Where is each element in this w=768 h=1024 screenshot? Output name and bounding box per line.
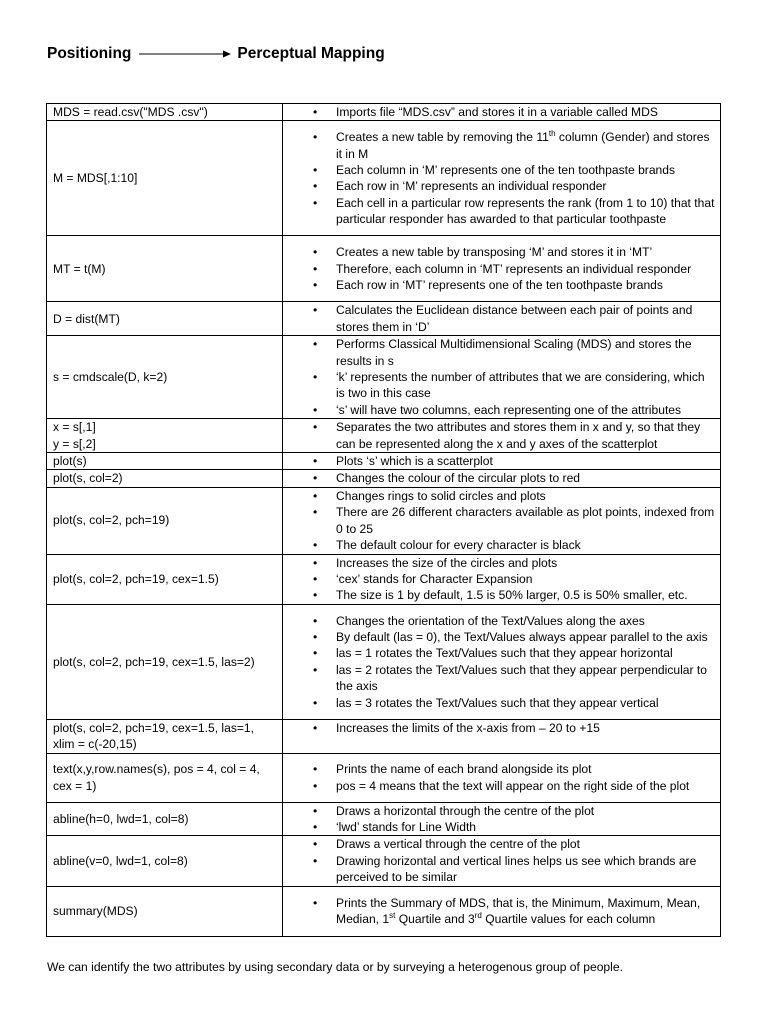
bullet-icon: •: [313, 555, 318, 570]
description-list: [283, 419, 716, 452]
bullet-icon: •: [313, 778, 318, 793]
heading-positioning: Positioning: [47, 45, 132, 62]
description-text: Performs Classical Multidimensional Scaling (MDS) and stores the results in s: [336, 337, 692, 368]
table-row: [47, 302, 721, 336]
description-text: Plots ‘s’ which is a scatterplot: [336, 454, 493, 469]
description-text: las = 3 rotates the Text/Values such that they appear vertical: [336, 695, 659, 710]
r-commands-table: [46, 103, 721, 937]
list-item: [283, 819, 716, 835]
list-item: [283, 645, 716, 661]
bullet-icon: •: [313, 454, 318, 469]
description-text: Prints the Summary of MDS, that is, the Minimum, Maximum, Mean, Median, 1st Quartile and 3rd Quartile values for each column: [336, 895, 701, 927]
description-list: [283, 803, 716, 836]
description-cell: [283, 121, 721, 236]
description-cell: [283, 802, 721, 836]
description-text: Changes rings to solid circles and plots: [336, 488, 546, 503]
bullet-icon: •: [313, 646, 318, 661]
description-text: Therefore, each column in ‘MT’ represents an individual responder: [336, 261, 692, 276]
list-item: [283, 277, 716, 293]
description-list: [283, 129, 716, 227]
list-item: [283, 836, 716, 852]
list-item: [283, 129, 716, 162]
command-text: D = dist(MT): [53, 311, 120, 326]
command-text: M = MDS[,1:10]: [53, 171, 138, 186]
description-text: Each row in ‘MT’ represents one of the ten toothpaste brands: [336, 278, 663, 293]
bullet-icon: •: [313, 337, 318, 352]
description-text: ‘s’ will have two columns, each representing one of the attributes: [336, 402, 682, 417]
list-item: [283, 537, 716, 553]
list-item: [283, 104, 716, 120]
list-item: [283, 369, 716, 402]
description-list: [283, 453, 716, 469]
command-cell: [47, 719, 283, 753]
command-cell: [47, 470, 283, 487]
table-row: [47, 336, 721, 419]
description-cell: [283, 487, 721, 554]
command-cell: [47, 104, 283, 121]
bullet-icon: •: [313, 179, 318, 194]
command-cell: [47, 453, 283, 470]
command-text: plot(s, col=2, pch=19): [53, 513, 170, 528]
description-text: Changes the colour of the circular plots to red: [336, 471, 581, 486]
list-item: [283, 470, 716, 486]
description-text: Creates a new table by removing the 11th column (Gender) and stores it in M: [336, 129, 710, 161]
command-text: plot(s, col=2, pch=19, cex=1.5): [53, 571, 219, 586]
description-list: [283, 613, 716, 711]
command-text: MT = t(M): [53, 261, 106, 276]
table-row: [47, 470, 721, 487]
list-item: [283, 587, 716, 603]
description-text: Each cell in a particular row represents the rank (from 1 to 10) that that particular responder has awarded to that particular toothpaste: [336, 195, 715, 227]
list-item: [283, 629, 716, 645]
command-text: s = cmdscale(D, k=2): [53, 370, 168, 385]
table-row: [47, 719, 721, 753]
description-text: las = 2 rotates the Text/Values such that they appear perpendicular to the axis: [336, 662, 707, 694]
table-row: [47, 802, 721, 836]
bullet-icon: •: [313, 163, 318, 177]
description-cell: [283, 336, 721, 419]
bullet-icon: •: [313, 837, 318, 852]
bullet-icon: •: [313, 588, 318, 603]
description-text: Separates the two attributes and stores them in x and y, so that they can be represented along the x and y axes of the scatterplot: [336, 420, 701, 451]
page-heading: [47, 44, 385, 64]
list-item: [283, 778, 716, 794]
bullet-icon: •: [313, 471, 318, 486]
description-cell: [283, 554, 721, 604]
description-text: Draws a vertical through the centre of the plot: [336, 837, 581, 852]
bullet-icon: •: [313, 853, 318, 868]
description-text: Drawing horizontal and vertical lines helps us see which brands are perceived to be similar: [336, 853, 697, 885]
footer-note: We can identify the two attributes by using secondary data or by surveying a heterogenous group of people.: [47, 960, 623, 974]
description-cell: [283, 453, 721, 470]
list-item: [283, 302, 716, 335]
bullet-icon: •: [313, 105, 318, 119]
description-text: By default (las = 0), the Text/Values always appear parallel to the axis: [336, 629, 708, 644]
description-list: [283, 336, 716, 418]
description-text: Calculates the Euclidean distance between each pair of points and stores them in ‘D’: [336, 303, 693, 334]
bullet-icon: •: [313, 370, 318, 385]
command-cell: [47, 753, 283, 802]
description-cell: [283, 419, 721, 453]
description-text: pos = 4 means that the text will appear on the right side of the plot: [336, 778, 690, 793]
list-item: [283, 488, 716, 504]
command-cell: [47, 336, 283, 419]
bullet-icon: •: [313, 130, 318, 145]
description-list: [283, 470, 716, 486]
command-cell: [47, 487, 283, 554]
table-row: [47, 604, 721, 719]
list-item: [283, 613, 716, 629]
description-list: [283, 761, 716, 794]
table-row: [47, 419, 721, 453]
list-item: [283, 261, 716, 277]
description-text: ‘lwd’ stands for Line Width: [336, 819, 477, 834]
arrow-right-icon: [139, 48, 231, 60]
list-item: [283, 803, 716, 819]
bullet-icon: •: [313, 303, 318, 318]
bullet-icon: •: [313, 720, 318, 735]
command-text: text(x,y,row.names(s), pos = 4, col = 4, cex = 1): [53, 762, 260, 793]
command-cell: [47, 236, 283, 302]
table-row: [47, 886, 721, 936]
bullet-icon: •: [313, 505, 318, 520]
description-text: There are 26 different characters available as plot points, indexed from 0 to 25: [336, 505, 715, 536]
bullet-icon: •: [313, 420, 318, 435]
list-item: [283, 504, 716, 537]
command-text: plot(s, col=2, pch=19, cex=1.5, las=1, xlim = c(-20,15): [53, 720, 255, 752]
command-text: plot(s): [53, 454, 87, 469]
table-row: [47, 236, 721, 302]
list-item: [283, 402, 716, 418]
bullet-icon: •: [313, 261, 318, 276]
bullet-icon: •: [313, 803, 318, 818]
list-item: [283, 178, 716, 194]
description-text: Increases the limits of the x-axis from – 20 to +15: [336, 720, 600, 735]
description-text: ‘k’ represents the number of attributes that we are considering, which is two in this case: [336, 370, 705, 401]
list-item: [283, 195, 716, 228]
bullet-icon: •: [313, 613, 318, 628]
description-cell: [283, 753, 721, 802]
command-text: plot(s, col=2, pch=19, cex=1.5, las=2): [53, 654, 255, 669]
command-cell: [47, 604, 283, 719]
table-row: [47, 487, 721, 554]
description-list: [283, 836, 716, 885]
command-cell: [47, 836, 283, 886]
list-item: [283, 571, 716, 587]
description-list: [283, 720, 716, 736]
description-cell: [283, 886, 721, 936]
description-list: [283, 244, 716, 293]
list-item: [283, 853, 716, 886]
command-text: plot(s, col=2): [53, 471, 123, 486]
bullet-icon: •: [313, 762, 318, 777]
command-cell: [47, 886, 283, 936]
description-text: The default colour for every character is black: [336, 538, 581, 553]
list-item: [283, 244, 716, 260]
bullet-icon: •: [313, 278, 318, 293]
bullet-icon: •: [313, 402, 318, 417]
description-list: [283, 488, 716, 554]
heading-perceptual-mapping: Perceptual Mapping: [237, 45, 385, 62]
bullet-icon: •: [313, 195, 318, 210]
command-text: x = s[,1]: [53, 420, 96, 435]
description-cell: [283, 104, 721, 121]
list-item: [283, 419, 716, 452]
bullet-icon: •: [313, 571, 318, 586]
table-row: [47, 121, 721, 236]
command-text: summary(MDS): [53, 903, 138, 918]
description-list: [283, 302, 716, 335]
command-cell: [47, 302, 283, 336]
list-item: [283, 662, 716, 695]
command-text: MDS = read.csv("MDS .csv"): [53, 105, 208, 119]
description-cell: [283, 302, 721, 336]
command-cell: [47, 121, 283, 236]
description-text: Prints the name of each brand alongside its plot: [336, 762, 592, 777]
description-text: Increases the size of the circles and plots: [336, 555, 558, 570]
table-row: [47, 104, 721, 121]
description-list: [283, 895, 716, 928]
bullet-icon: •: [313, 662, 318, 677]
command-cell: [47, 419, 283, 453]
description-text: The size is 1 by default, 1.5 is 50% larger, 0.5 is 50% smaller, etc.: [336, 588, 688, 603]
list-item: [283, 162, 716, 178]
list-item: [283, 695, 716, 711]
command-cell: [47, 802, 283, 836]
description-text: Changes the orientation of the Text/Values along the axes: [336, 613, 645, 628]
list-item: [283, 761, 716, 777]
description-text: las = 1 rotates the Text/Values such that they appear horizontal: [336, 646, 673, 661]
bullet-icon: •: [313, 538, 318, 553]
bullet-icon: •: [313, 245, 318, 260]
description-cell: [283, 836, 721, 886]
command-text: abline(v=0, lwd=1, col=8): [53, 853, 188, 868]
bullet-icon: •: [313, 819, 318, 834]
description-cell: [283, 236, 721, 302]
list-item: [283, 453, 716, 469]
bullet-icon: •: [313, 695, 318, 710]
table-row: [47, 836, 721, 886]
description-text: Creates a new table by transposing ‘M’ and stores it in ‘MT’: [336, 245, 653, 260]
command-text: abline(h=0, lwd=1, col=8): [53, 811, 189, 826]
description-cell: [283, 470, 721, 487]
command-cell: [47, 554, 283, 604]
table-row: [47, 554, 721, 604]
table-row: [47, 753, 721, 802]
description-text: Each column in ‘M’ represents one of the ten toothpaste brands: [336, 163, 676, 177]
command-text: y = s[,2]: [53, 436, 96, 451]
list-item: [283, 555, 716, 571]
list-item: [283, 895, 716, 928]
table-row: [47, 453, 721, 470]
description-list: [283, 104, 716, 120]
bullet-icon: •: [313, 488, 318, 503]
bullet-icon: •: [313, 629, 318, 644]
description-text: Draws a horizontal through the centre of the plot: [336, 803, 595, 818]
description-text: ‘cex’ stands for Character Expansion: [336, 571, 533, 586]
bullet-icon: •: [313, 895, 318, 910]
description-cell: [283, 719, 721, 753]
list-item: [283, 336, 716, 369]
description-list: [283, 555, 716, 604]
list-item: [283, 720, 716, 736]
description-text: Imports file “MDS.csv” and stores it in a variable called MDS: [336, 105, 658, 119]
description-text: Each row in ‘M’ represents an individual responder: [336, 179, 607, 194]
description-cell: [283, 604, 721, 719]
